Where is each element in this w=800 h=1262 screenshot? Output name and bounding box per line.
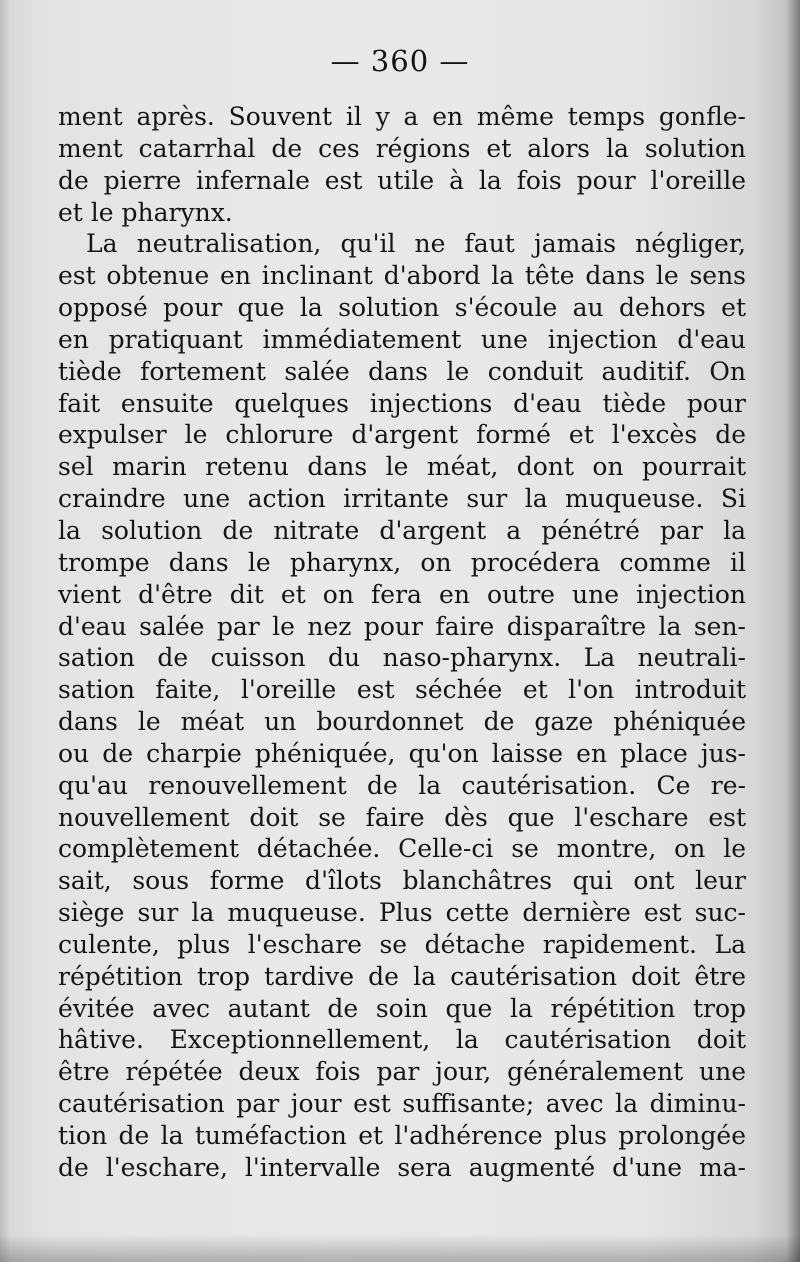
- text-line: sation de cuisson du naso-pharynx. La neutrali-: [58, 643, 746, 673]
- text-line: sel marin retenu dans le méat, dont on pourrait: [58, 452, 746, 482]
- text-line: la solution de nitrate d'argent a pénétré par la: [58, 515, 746, 545]
- page-gutter-shadow: [786, 0, 800, 1262]
- text-line: sation faite, l'oreille est séchée et l'on introduit: [58, 675, 746, 705]
- text-line: craindre une action irritante sur la muqueuse. Si: [58, 484, 746, 514]
- text-line: vient d'être dit et on fera en outre une injection: [58, 579, 746, 609]
- text-line: cautérisation par jour est suffisante; avec la diminu-: [58, 1089, 746, 1119]
- paragraph-2: [58, 228, 746, 1183]
- text-line: ment après. Souvent il y a en même temps gonfle-: [58, 102, 746, 131]
- text-line: de l'eschare, l'intervalle sera augmenté d'une ma-: [58, 1152, 746, 1182]
- text-line: siège sur la muqueuse. Plus cette dernière est suc-: [58, 898, 746, 928]
- text-line: opposé pour que la solution s'écoule au dehors et: [58, 293, 746, 323]
- text-line: complètement détachée. Celle-ci se montre, on le: [58, 834, 746, 864]
- text-line: nouvellement doit se faire dès que l'eschare est: [58, 802, 746, 832]
- text-line: être répétée deux fois par jour, généralement une: [58, 1057, 746, 1087]
- paragraph-1: [58, 101, 746, 228]
- text-line: ment catarrhal de ces régions et alors la solution: [58, 133, 746, 163]
- page-bottom-shadow: [0, 1234, 800, 1262]
- text-line: ou de charpie phéniquée, qu'on laisse en place jus-: [58, 738, 746, 768]
- text-line: est obtenue en inclinant d'abord la tête dans le sens: [58, 261, 746, 291]
- page-number: — 360 —: [330, 44, 470, 78]
- text-line: qu'au renouvellement de la cautérisation. Ce re-: [58, 770, 746, 800]
- text-line: et le pharynx.: [58, 197, 233, 227]
- text-line: dans le méat un bourdonnet de gaze phéniquée: [58, 707, 746, 737]
- page-left-edge: [0, 0, 10, 1262]
- text-line: expulser le chlorure d'argent formé et l'excès de: [58, 420, 746, 450]
- text-line: évitée avec autant de soin que la répétition trop: [58, 993, 746, 1023]
- text-line: trompe dans le pharynx, on procédera comme il: [58, 547, 746, 577]
- body-text: [58, 101, 746, 1184]
- text-line: répétition trop tardive de la cautérisation doit être: [58, 961, 746, 991]
- text-line: tion de la tuméfaction et l'adhérence plus prolongée: [58, 1121, 746, 1150]
- text-line: de pierre infernale est utile à la fois pour l'oreille: [58, 165, 746, 195]
- text-line: La neutralisation, qu'il ne faut jamais négliger,: [86, 229, 746, 259]
- text-line: culente, plus l'eschare se détache rapidement. La: [58, 929, 746, 959]
- text-line: fait ensuite quelques injections d'eau tiède pour: [58, 388, 746, 418]
- text-line: en pratiquant immédiatement une injection d'eau: [58, 324, 746, 354]
- text-line: sait, sous forme d'îlots blanchâtres qui ont leur: [58, 866, 746, 896]
- text-line: d'eau salée par le nez pour faire disparaître la sen-: [58, 611, 746, 641]
- text-line: tiède fortement salée dans le conduit auditif. On: [58, 356, 746, 386]
- text-line: hâtive. Exceptionnellement, la cautérisation doit: [58, 1025, 746, 1055]
